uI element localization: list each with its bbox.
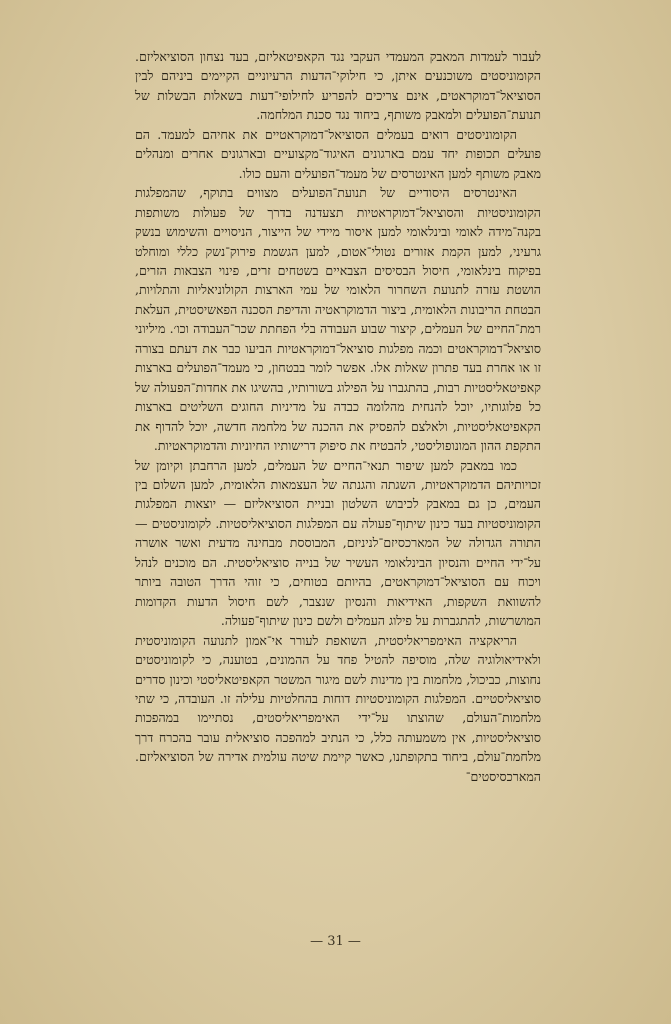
paragraph-2: הקומוניסטים רואים בעמלים הסוציאל־דמוקראטיים את אחיהם למעמד. הם פועלים תכופות יחד עמם בארגונים האיגוד־מקצועיים ובארגונים אחרים ומנהלים מאבק משותף למען האינטרסים של מעמד־הפועלים והעם כולו.: [135, 126, 541, 181]
paragraph-5: הריאקציה האימפריאליסטית, השואפת לעורר אי־אמון לתנועה הקומוניסטית ולאידיאולוגיה שלה, מוסיפה להטיל פחד על ההמונים, בטוענה, כי לקומוניסטים נחוצות, כביכול, מלחמות בין מדינות לשם מיגור המשטר הקאפיטאליסטי וכינון סדרים סוציאליסטיים. המפלגות הקומוניסטיות דוחות בהחלטיות עלילה זו. העובדה, כי שתי מלחמות־העולם, שהוצתו על־ידי האימפריאליסטים, נסתיימו במהפכות סוציאליסטיות, אין משמעותה כלל, כי הנתיב למהפכה סוציאלית עובר בהכרח דרך מלחמת־עולם, ביחוד בתקופתנו, כאשר קיימת שיטה עולמית אדירה של הסוציאליזם. המארכסיסטים־: [135, 632, 541, 784]
body-text: [135, 47, 541, 786]
paragraph-3: האינטרסים היסודיים של תנועת־הפועלים מצווים בתוקף, שהמפלגות הקומוניסטיות והסוציאל־דמוקראטיות תצעדנה בדרך של פעולות משותפות בקנה־מידה לאומי ובינלאומי למען איסור מיידי של הייצור, הניסויים והשימוש בנשק גרעיני, למען הקמת אזורים נטולי־אטום, למען הגשמת פירוק־נשק כללי ומוחלט בפיקוח בינלאומי, חיסול הבסיסים הצבאיים בשטחים זרים, פינוי הצבאות הזרים, הושטת עזרה לתנועת השחרור הלאומי של עמי הארצות הקולוניאליות והתלויות, הבטחת הריבונות הלאומית, ביצור הדמוקראטיה והדיפת הסכנה הפאשיסטית, העלאת רמת־החיים של העמלים, קיצור שבוע העבודה בלי הפחתת שכר־העבודה וכו׳. מיליוני סוציאל־דמוקראטים וכמה מפלגות סוציאל־דמוקראטיות הביעו כבר את דעתם בצורה זו או אחרת בעד פתרון שאלות אלו. אפשר לומר בבטחון, כי מעמד־הפועלים בארצות קאפיטאליסטיות רבות, בהתגברו על הפילוג בשורותיו, בהשיגו את אחדות־הפעולה של כל פלוגותיו, יוכל להנחית מהלומה כבדה על מדיניות החוגים השליטים בארצות הקאפיטאליסטיות, ולאלצם להפסיק את ההכנה של מלחמה חדשה, יוכל להדוף את התקפת ההון המונופוליסטי, להבטיח את סיפוק דרישותיו החיוניות והדמוקראטיות.: [135, 185, 541, 454]
paragraph-4: כמו במאבק למען שיפור תנאי־החיים של העמלים, למען הרחבתן וקיומן של זכויותיהם הדמוקראטיות, השגתה והגנתה של העצמאות הלאומית, למען השלום בין העמים, כן גם במאבק לכיבוש השלטון ובניית הסוציאליזם — יוצאות המפלגות הקומוניסטיות בעד כינון שיתוף־פעולה עם המפלגות הסוציאליסטיות. לקומוניסטים — התורה הגדולה של המארכסיזם־לניניזם, המבוססת מבחינה מדעית ואשר אושרה על־ידי החיים והנסיון הבינלאומי העשיר של בנייה סוציאליסטית. הם מוכנים לנהל ויכוח עם הסוציאל־דמוקראטים, בהיותם בטוחים, כי זוהי הדרך הטובה ביותר להשוואת השקפות, האידיאות והנסיון שנצבר, לשם חיסול הדעות הקדומות המושרשות, להתגברות על פילוג העמלים ולשם כינון שיתוף־פעולה.: [135, 457, 541, 629]
page-number: — 31 —: [310, 934, 361, 949]
paragraph-1: לעבור לעמדות המאבק המעמדי העקבי נגד הקאפיטאליזם, בעד נצחון הסוציאליזם. הקומוניסטים משוכנעים איתן, כי חילוקי־הדעות הרעיוניים הקיימים ביניהם לבין הסוציאל־דמוקראטים, אינם צריכים להפריע לחילופי־דעות בשאלות הבשלות של תנועת־הפועלים ולמאבק משותף, ביחוד נגד סכנת המלחמה.: [135, 49, 541, 123]
